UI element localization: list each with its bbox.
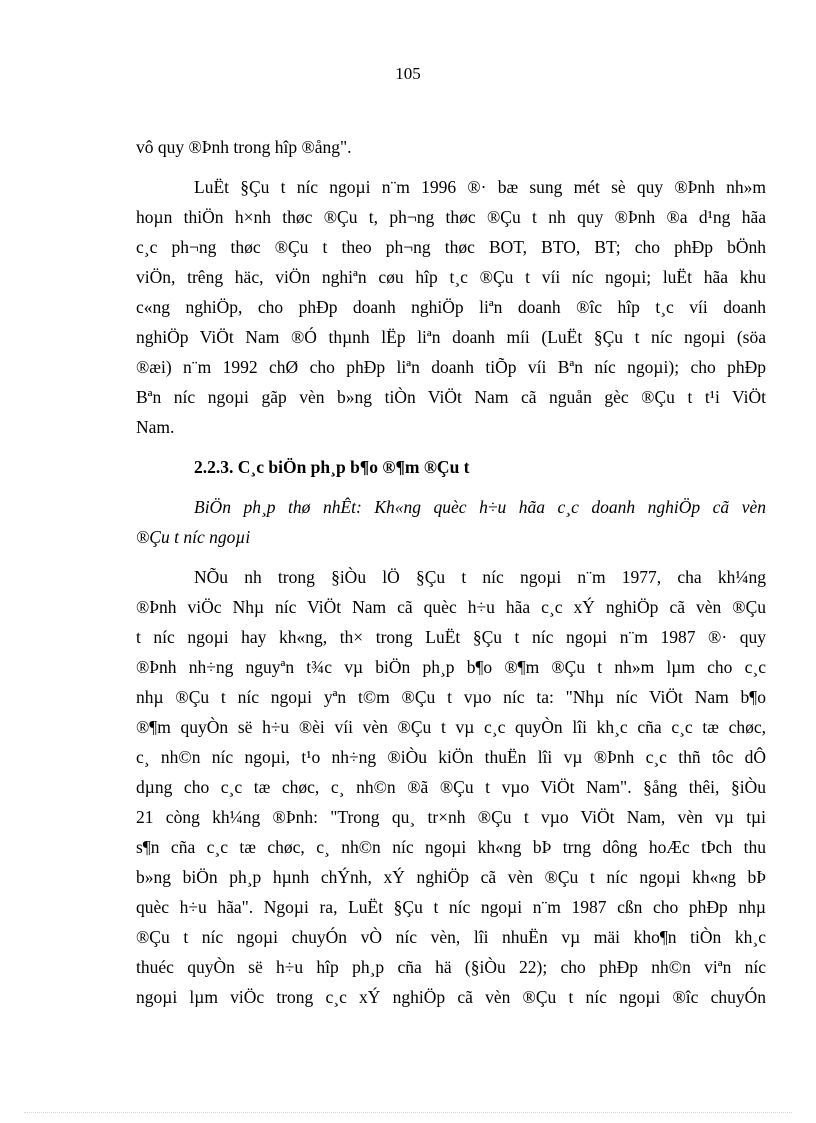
text-line: dµng cho c¸c tæ chøc, c¸ nh©n ®ã ®Çu t vµo ViÖt Nam". §ång thêi, §iÒu — [136, 777, 766, 797]
page-number: 105 — [395, 64, 421, 83]
text-line: c«ng nghiÖp, cho phÐp doanh nghiÖp liªn doanh ®îc hîp t¸c víi doanh — [136, 297, 766, 317]
text-line: LuËt §Çu t níc ngoµi n¨m 1996 ®· bæ sung mét sè quy ®Þnh nh»m — [194, 177, 766, 197]
text-line: quèc h÷u hãa". Ngoµi ra, LuËt §Çu t níc ngoµi n¨m 1987 cßn cho phÐp nhµ — [136, 897, 766, 917]
text-line: ®¶m quyÒn së h÷u ®èi víi vèn ®Çu t vµ c¸c quyÒn lîi kh¸c cña c¸c tæ chøc, — [136, 717, 766, 737]
text-line: vô quy ®Þnh trong hîp ®ång". — [136, 137, 352, 157]
italic-subheading: ®Çu t níc ngoµi — [136, 527, 251, 547]
section-heading: 2.2.3. C¸c biÖn ph¸p b¶o ®¶m ®Çu t — [194, 457, 470, 477]
text-line: viÖn, trêng häc, viÖn nghiªn cøu hîp t¸c ®Çu t víi níc ngoµi; luËt hãa khu — [136, 267, 766, 287]
text-line: hoµn thiÖn h×nh thøc ®Çu t, ph¬ng thøc ®Çu t nh quy ®Þnh ®a d¹ng hãa — [136, 207, 766, 227]
text-line: ®Þnh nh÷ng nguyªn t¾c vµ biÖn ph¸p b¶o ®¶m ®Çu t nh»m lµm cho c¸c — [136, 657, 766, 677]
text-line: Bªn níc ngoµi gãp vèn b»ng tiÒn ViÖt Nam cã nguån gèc ®Çu t t¹i ViÖt — [136, 387, 766, 407]
text-line: ngoµi lµm viÖc trong c¸c xÝ nghiÖp cã vèn ®Çu t níc ngoµi ®îc chuyÓn — [136, 987, 766, 1007]
text-line: t níc ngoµi hay kh«ng, th× trong LuËt §Çu t níc ngoµi n¨m 1987 ®· quy — [136, 627, 766, 647]
text-line: ®Çu t níc ngoµi chuyÓn vÒ níc vèn, lîi nhuËn vµ mäi kho¶n tiÒn kh¸c — [136, 927, 766, 947]
text-line: thuéc quyÒn së h÷u hîp ph¸p cña hä (§iÒu 22); cho phÐp nh©n viªn níc — [136, 957, 766, 977]
text-line: s¶n cña c¸c tæ chøc, c¸ nh©n níc ngoµi kh«ng bÞ trng dông hoÆc tÞch thu — [136, 837, 766, 857]
text-line: c¸ nh©n níc ngoµi, t¹o nh÷ng ®iÒu kiÖn thuËn lîi vµ ®Þnh c¸c thñ tôc dÔ — [136, 747, 766, 767]
text-line: nhµ ®Çu t níc ngoµi yªn t©m ®Çu t vµo níc ta: "Nhµ níc ViÖt Nam b¶o — [136, 687, 766, 707]
page-bottom-divider — [24, 1112, 792, 1113]
text-line: ®æi) n¨m 1992 chØ cho phÐp liªn doanh tiÕp víi Bªn níc ngoµi); cho phÐp — [136, 357, 766, 377]
text-line: ®Þnh viÖc Nhµ níc ViÖt Nam cã quèc h÷u hãa c¸c xÝ nghiÖp cã vèn ®Çu — [136, 597, 766, 617]
text-line: 21 còng kh¼ng ®Þnh: "Trong qu¸ tr×nh ®Çu t vµo ViÖt Nam, vèn vµ tµi — [136, 807, 766, 827]
text-line: b»ng biÖn ph¸p hµnh chÝnh, xÝ nghiÖp cã vèn ®Çu t níc ngoµi kh«ng bÞ — [136, 867, 766, 887]
text-line: c¸c ph¬ng thøc ®Çu t theo ph¬ng thøc BOT, BTO, BT; cho phÐp bÖnh — [136, 237, 766, 257]
text-line: nghiÖp ViÖt Nam ®Ó thµnh lËp liªn doanh míi (LuËt §Çu t níc ngoµi (söa — [136, 327, 766, 347]
text-line: NÕu nh trong §iÒu lÖ §Çu t níc ngoµi n¨m 1977, cha kh¼ng — [194, 567, 766, 587]
text-line: Nam. — [136, 417, 175, 437]
italic-subheading: BiÖn ph¸p thø nhÊt: Kh«ng quèc h÷u hãa c¸c doanh nghiÖp cã vèn — [194, 497, 766, 517]
